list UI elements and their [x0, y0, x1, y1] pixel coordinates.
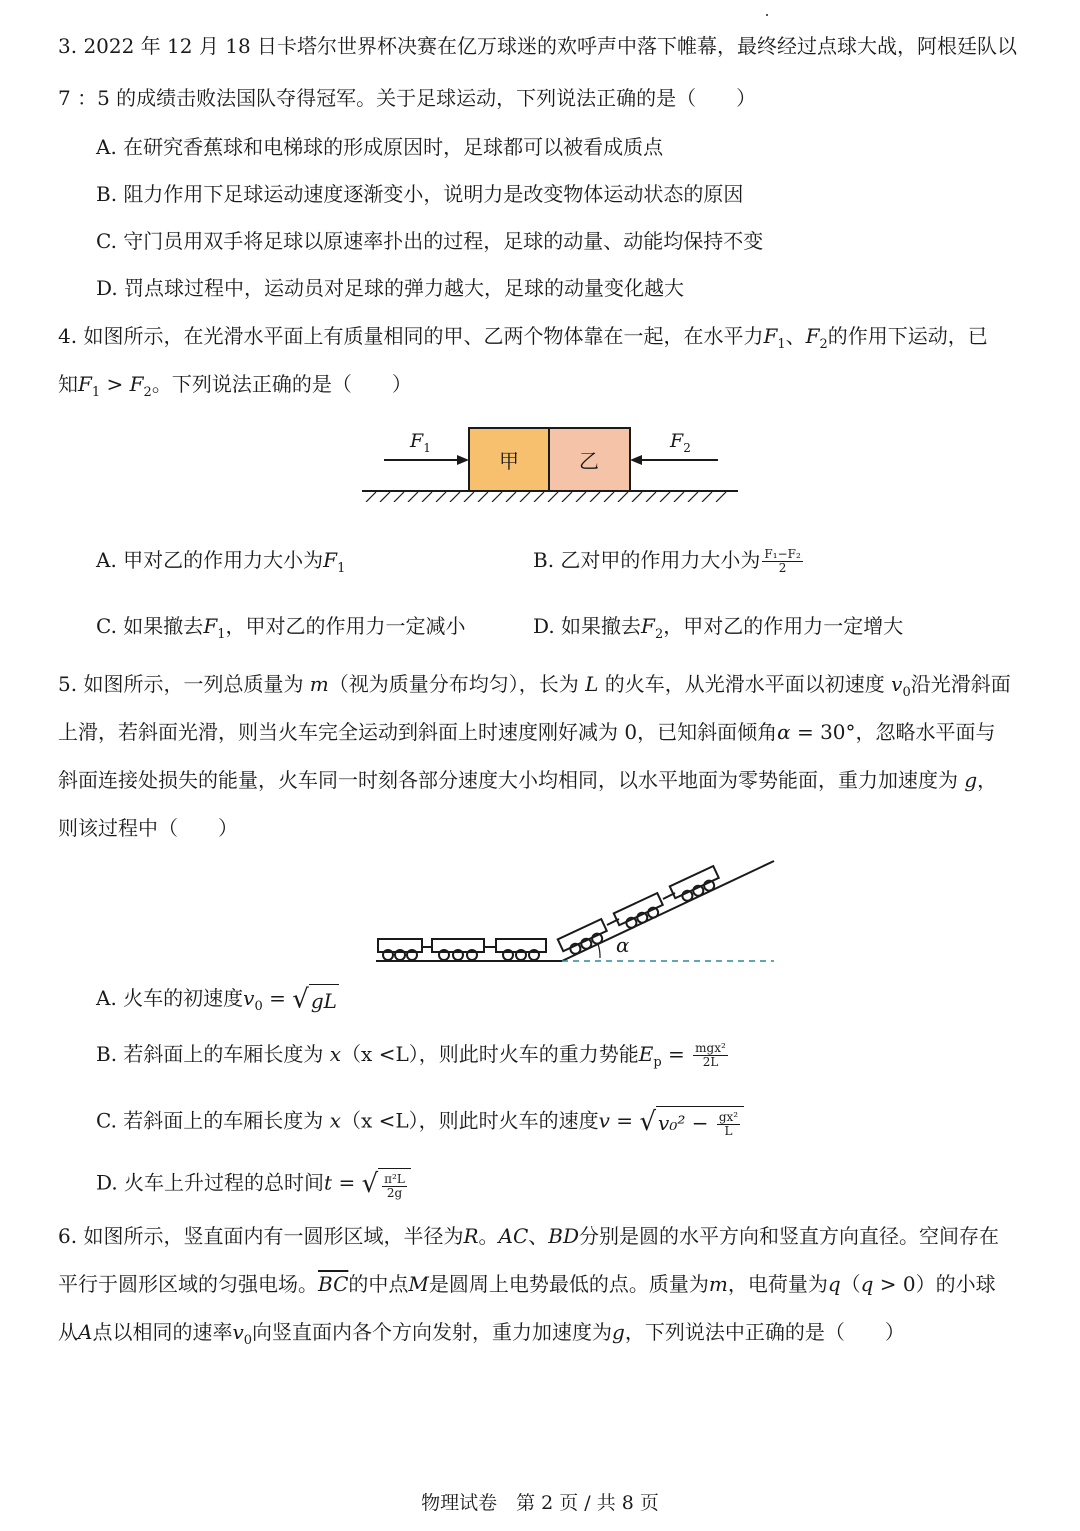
q4-option-c: C. 如果撤去$F_1$，甲对乙的作用力一定减小: [96, 614, 466, 642]
force-f2-label: $F_2$: [670, 430, 691, 455]
q5-b-fraction: $\frac{\text{mgx²}}{2L}$: [695, 1041, 726, 1069]
q3-stem-line2: 7 ：5 的成绩击败法国队夺得冠军。关于足球运动，下列说法正确的是（ ）: [58, 86, 757, 110]
q3-option-a: A. 在研究香蕉球和电梯球的形成原因时，足球都可以被看成质点: [96, 135, 664, 159]
incline-wagon-3: [670, 866, 722, 905]
q6-stem-line2: 平行于圆形区域的匀强电场。$\overline{BC}$的中点M是圆周上电势最低的点。质量为m，电荷量为q（q > 0）的小球: [58, 1272, 996, 1296]
q5-option-b: B. 若斜面上的车厢长度为 x（x <L），则此时火车的重力势能$E_p$ = $\frac{\text{mgx²}}{2L}$: [96, 1041, 726, 1070]
q4-option-d: D. 如果撤去$F_2$，甲对乙的作用力一定增大: [533, 614, 904, 642]
ground-hatching: [366, 492, 726, 502]
incline-wagon-2: [614, 893, 666, 932]
q5-d-sqrt: √ $\frac{\text{π²L}}{2g}$: [362, 1168, 411, 1200]
q5-option-a: A. 火车的初速度$v_0$ = √ gL: [96, 984, 337, 1015]
q4-stem-line2: 知$F_1 > F_2$。下列说法正确的是（ ）: [58, 372, 412, 400]
incline-angle-label: α: [616, 933, 630, 957]
q4-option-b: B. 乙对甲的作用力大小为 $\frac{\text{F₁−F₂}}{2}$: [533, 547, 801, 575]
force-f1-label: $F_1$: [410, 430, 431, 455]
force-f2-arrowhead: [630, 455, 642, 465]
page-footer: 物理试卷 第 2 页 / 共 8 页: [421, 1492, 659, 1514]
flat-wagon-1: [378, 939, 422, 960]
q5-stem-line4: 则该过程中（ ）: [58, 816, 238, 840]
scan-speck: [766, 14, 768, 16]
flat-wagon-3: [496, 939, 546, 960]
flat-wagons: [378, 939, 546, 960]
flat-wagon-2: [432, 939, 484, 960]
angle-arc: [598, 944, 600, 958]
q3-option-b: B. 阻力作用下足球运动速度逐渐变小，说明力是改变物体运动状态的原因: [96, 182, 744, 206]
q6-stem-line1: 6. 如图所示，竖直面内有一圆形区域，半径为R。AC、BD分别是圆的水平方向和竖直方向直径。空间存在: [58, 1224, 999, 1248]
q5-c-sqrt: √ v₀² − $\frac{\text{gx²}}{L}$: [639, 1106, 744, 1138]
block-jia-label: 甲: [499, 449, 519, 473]
block-yi-label: 乙: [579, 449, 599, 473]
q5-train-figure: [370, 855, 780, 970]
q3-option-c: C. 守门员用双手将足球以原速率扑出的过程，足球的动量、动能均保持不变: [96, 229, 764, 253]
q5-stem-line2: 上滑，若斜面光滑，则当火车完全运动到斜面上时速度刚好减为 0，已知斜面倾角α = 30°，忽略水平面与: [58, 720, 996, 744]
q4-option-a: A. 甲对乙的作用力大小为$F_1$: [96, 548, 346, 576]
q6-stem-line3: 从A点以相同的速率$v_0$向竖直面内各个方向发射，重力加速度为g，下列说法中正确的是（ ）: [58, 1320, 905, 1348]
q4-stem-line1: 4. 如图所示，在光滑水平面上有质量相同的甲、乙两个物体靠在一起，在水平力$F_1$、$F_2$的作用下运动，已: [58, 324, 988, 352]
q5-stem-line1: 5. 如图所示，一列总质量为 m（视为质量分布均匀），长为 L 的火车，从光滑水平面以初速度 $v_0$沿光滑斜面: [58, 672, 1011, 700]
q3-option-d: D. 罚点球过程中，运动员对足球的弹力越大，足球的动量变化越大: [96, 276, 685, 300]
incline-track: [562, 861, 774, 961]
q5-option-c: C. 若斜面上的车厢长度为 x（x <L），则此时火车的速度v = √ v₀² − $\frac{\text{gx²}}{L}$: [96, 1106, 744, 1138]
q4-b-fraction: $\frac{\text{F₁−F₂}}{2}$: [764, 547, 801, 575]
q4-blocks-figure: [358, 422, 743, 502]
incline-wagon-1: [558, 919, 610, 958]
incline-wagons: [558, 866, 722, 958]
q5-a-sqrt: √ gL: [292, 984, 337, 1015]
q3-stem-line1: 3. 2022 年 12 月 18 日卡塔尔世界杯决赛在亿万球迷的欢呼声中落下帷幕，最终经过点球大战，阿根廷队以: [58, 34, 1018, 58]
q5-option-d: D. 火车上升过程的总时间t = √ $\frac{\text{π²L}}{2g}$: [96, 1168, 411, 1200]
force-f1-arrowhead: [457, 455, 469, 465]
q5-stem-line3: 斜面连接处损失的能量，火车同一时刻各部分速度大小均相同，以水平地面为零势能面，重力加速度为 g，: [58, 768, 998, 792]
